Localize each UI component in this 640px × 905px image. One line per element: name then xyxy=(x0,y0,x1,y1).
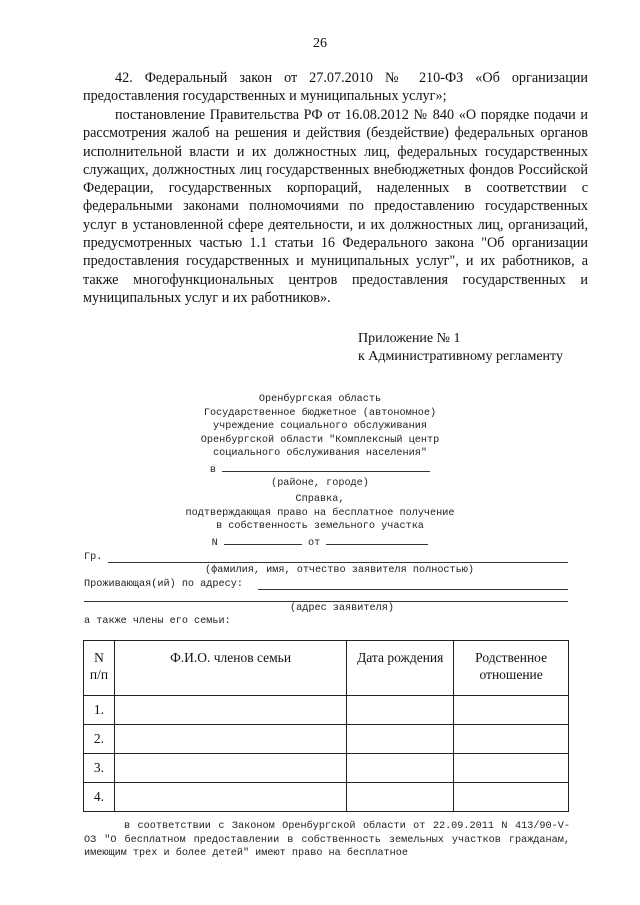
org-line-4: Оренбургской области "Комплексный центр xyxy=(200,434,440,446)
district-caption: (районе, городе) xyxy=(271,478,369,489)
cell-relationship[interactable] xyxy=(454,725,569,754)
certificate-title-block xyxy=(150,493,490,550)
cell-full-name[interactable] xyxy=(114,754,346,783)
org-line-2: Государственное бюджетное (автономное) xyxy=(203,407,437,419)
district-input-line[interactable] xyxy=(222,461,430,472)
table-header-row xyxy=(84,641,569,696)
header-number xyxy=(84,641,115,696)
page-number: 26 xyxy=(313,36,327,51)
appendix-number: Приложение № 1 xyxy=(358,331,461,346)
header-relationship xyxy=(454,641,569,696)
certificate-title: Справка, xyxy=(295,494,345,505)
header-number-label: N п/п xyxy=(89,650,109,682)
family-members-table xyxy=(83,640,569,812)
cell-birth-date[interactable] xyxy=(347,725,454,754)
address-line-2[interactable] xyxy=(84,601,568,602)
org-district-row xyxy=(150,461,490,478)
certificate-date-line[interactable] xyxy=(326,534,428,545)
law-item-42 xyxy=(83,69,588,106)
table-row xyxy=(84,696,569,725)
organization-header xyxy=(150,393,490,491)
certificate-number-line[interactable] xyxy=(224,534,302,545)
table-row xyxy=(84,783,569,812)
certificate-subtitle-1: подтверждающая право на бесплатное получение xyxy=(185,507,455,519)
law-paragraph-federal-law: 42. Федеральный закон от 27.07.2010 № 210-ФЗ «Об организации предоставления государственных и муниципальных услуг»; xyxy=(83,70,588,105)
cell-birth-date[interactable] xyxy=(347,783,454,812)
cell-relationship[interactable] xyxy=(454,754,569,783)
cell-birth-date[interactable] xyxy=(347,696,454,725)
cell-full-name[interactable] xyxy=(114,696,346,725)
address-line-1[interactable] xyxy=(258,589,568,590)
citizen-label: Гр. xyxy=(84,552,103,563)
table-row xyxy=(84,725,569,754)
header-relationship-label: Родственное отношение xyxy=(475,650,548,682)
certificate-number-row xyxy=(150,534,490,551)
appendix-reference: к Административному регламенту xyxy=(358,349,563,364)
org-line-5: социального обслуживания населения" xyxy=(213,448,427,459)
legal-basis-paragraph: в соответствии с Законом Оренбургской области от 22.09.2011 N 413/90-V-ОЗ "О бесплатном предоставлении в собственность земельных участков гражданам, имеющим трех и более детей" имеют право на бесплатное xyxy=(84,821,570,859)
cell-birth-date[interactable] xyxy=(347,754,454,783)
cell-full-name[interactable] xyxy=(114,783,346,812)
law-paragraph-government-decree: постановление Правительства РФ от 16.08.2012 № 840 «О порядке подачи и рассмотрения жалоб на решения и действия (бездействие) федеральных органов исполнительной власти и их должностных лиц, федеральных государственных служащих, должностных лиц государственных внебюджетных фондов Российской Федерации, государственных корпораций, наделенных в соответствии с федеральными законами полномочиями по предоставлению государственных услуг в установленной сфере деятельности, и их должностных лиц, организаций, предусмотренных частью 1.1 статьи 16 Федерального закона "Об организации предоставления государственных и муниципальных услуг", и их работников, а также многофункциональных центров предоставления государственных и муниципальных услуг и их работников». xyxy=(83,107,588,306)
cell-relationship[interactable] xyxy=(454,696,569,725)
certificate-date-label: от xyxy=(308,537,321,549)
header-birth-date: Дата рождения xyxy=(347,641,454,696)
row-number: 4. xyxy=(84,783,115,812)
address-caption: (адрес заявителя) xyxy=(290,603,394,614)
law-item-decree xyxy=(83,106,588,307)
row-number: 2. xyxy=(84,725,115,754)
citizen-row xyxy=(84,551,102,564)
table-row xyxy=(84,754,569,783)
row-number: 1. xyxy=(84,696,115,725)
name-caption: (фамилия, имя, отчество заявителя полностью) xyxy=(205,565,474,576)
family-intro: а также члены его семьи: xyxy=(84,616,231,627)
org-region: Оренбургская область xyxy=(258,394,382,405)
org-line-3: учреждение социального обслуживания xyxy=(213,421,427,432)
address-row xyxy=(84,578,243,591)
certificate-number-label: N xyxy=(211,537,218,549)
cell-full-name[interactable] xyxy=(114,725,346,754)
cell-relationship[interactable] xyxy=(454,783,569,812)
citizen-name-line[interactable] xyxy=(108,562,568,563)
row-number: 3. xyxy=(84,754,115,783)
org-in-prefix: в xyxy=(209,464,216,476)
certificate-subtitle-2: в собственность земельного участка xyxy=(216,521,424,532)
header-full-name: Ф.И.О. членов семьи xyxy=(114,641,346,696)
appendix-heading xyxy=(358,330,563,366)
address-label: Проживающая(ий) по адресу: xyxy=(84,579,243,590)
legal-basis-text xyxy=(84,820,570,861)
